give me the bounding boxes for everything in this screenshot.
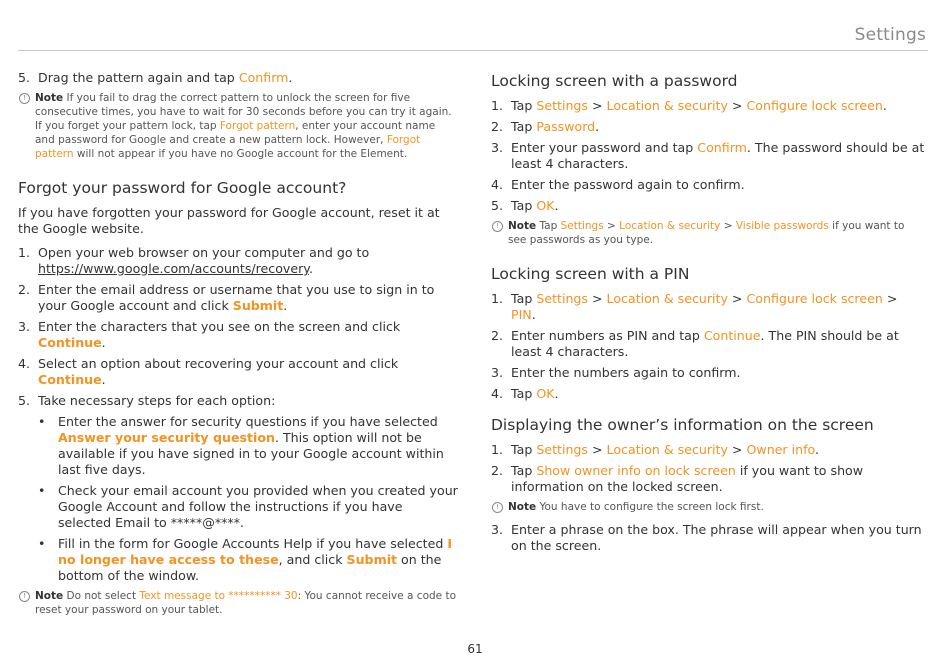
continue-highlight: Continue: [703, 328, 761, 343]
continue-highlight: Continue: [38, 372, 102, 387]
option-bullet-3: • Fill in the form for Google Accounts Help if you have selected I no longer have access to these, and click Submit on the bottom of the window.: [38, 536, 453, 583]
configure-lock-screen-highlight: Configure lock screen: [746, 291, 883, 306]
section-heading-owner-info: Displaying the owner’s information on the screen: [491, 416, 874, 434]
note-info-icon: !: [19, 591, 30, 602]
recovery-url-link[interactable]: https://www.google.com/accounts/recovery: [38, 261, 309, 276]
location-security-highlight: Location & security: [619, 220, 721, 232]
pin-step-2: 2. Enter numbers as PIN and tap Continue. The PIN should be at least 4 characters.: [491, 328, 899, 359]
forgot-pattern-highlight: Forgot pattern: [35, 134, 421, 160]
right-column: [491, 70, 926, 559]
pattern-note: ! Note If you fail to drag the correct pattern to unlock the screen for five consecutive times, you have to wait for 30 seconds before you can try it again. If you forget your pattern lock, tap Forgot pattern, enter your account name and password for Google and create a new pattern lock. However, Forgot pattern will not appear if you have no Google account for the Element.: [18, 91, 458, 161]
submit-highlight: Submit: [346, 552, 398, 567]
note-info-icon: !: [19, 93, 30, 104]
settings-highlight: Settings: [536, 98, 588, 113]
section-heading-password: Locking screen with a password: [491, 72, 738, 90]
owner-note: ! Note You have to configure the screen lock first.: [491, 500, 926, 514]
bullet-icon: •: [38, 414, 46, 429]
location-security-highlight: Location & security: [606, 442, 728, 457]
recovery-step-1: 1. Open your web browser on your computer and go to https://www.google.com/accounts/recovery.: [18, 245, 370, 276]
step-number: 5.: [18, 70, 31, 85]
recovery-step-5: 5. Take necessary steps for each option:: [18, 393, 276, 408]
continue-highlight: Continue: [38, 335, 102, 350]
bullet-icon: •: [38, 536, 46, 551]
settings-highlight: Settings: [536, 442, 588, 457]
sms-note: ! Note Do not select Text message to ********** 30: You cannot receive a code to reset your password on your tablet.: [18, 589, 458, 617]
configure-lock-screen-highlight: Configure lock screen: [746, 98, 883, 113]
option-bullet-1: • Enter the answer for security questions if you have selected Answer your security question. This option will not be available if you have signed in to your Google account within last five days.: [38, 414, 444, 477]
owner-step-1: 1. Tap Settings > Location & security > Owner info.: [491, 442, 820, 457]
note-info-icon: !: [492, 502, 503, 513]
submit-highlight: Submit: [232, 298, 284, 313]
pattern-step-5: 5. Drag the pattern again and tap Confirm.: [18, 70, 293, 85]
owner-info-highlight: Owner info: [746, 442, 816, 457]
show-owner-info-highlight: Show owner info on lock screen: [536, 463, 736, 478]
no-longer-access-highlight: I no longer have access to these: [58, 536, 453, 567]
section-heading-pin: Locking screen with a PIN: [491, 265, 690, 283]
section-heading-forgot-password: Forgot your password for Google account?: [18, 179, 347, 197]
page-header-title: Settings: [854, 25, 926, 45]
header-divider: [18, 50, 928, 51]
pin-highlight: PIN: [511, 307, 532, 322]
location-security-highlight: Location & security: [606, 98, 728, 113]
option-bullet-2: • Check your email account you provided when you created your Google Account and follow the instructions if you have selected Email to *****@****.: [38, 483, 458, 530]
confirm-highlight: Confirm: [697, 140, 747, 155]
note-info-icon: !: [492, 221, 503, 232]
recovery-step-3: 3. Enter the characters that you see on the screen and click Continue.: [18, 319, 401, 350]
password-step-4: 4. Enter the password again to confirm.: [491, 177, 745, 192]
visible-passwords-highlight: Visible passwords: [735, 220, 829, 232]
recovery-step-4: 4. Select an option about recovering your account and click Continue.: [18, 356, 399, 387]
owner-step-2: 2. Tap Show owner info on lock screen if you want to show information on the locked screen.: [491, 463, 864, 494]
password-step-2: 2. Tap Password.: [491, 119, 600, 134]
owner-step-3: 3. Enter a phrase on the box. The phrase will appear when you turn on the screen.: [491, 522, 922, 553]
ok-highlight: OK: [536, 198, 555, 213]
pin-step-3: 3. Enter the numbers again to confirm.: [491, 365, 741, 380]
password-highlight: Password: [536, 119, 596, 134]
text-message-highlight: Text message to ********** 30: [139, 590, 298, 602]
visible-passwords-note: ! Note Tap Settings > Location & security > Visible passwords if you want to see passwords as you type.: [491, 219, 926, 247]
password-step-5: 5. Tap OK.: [491, 198, 559, 213]
password-step-3: 3. Enter your password and tap Confirm. The password should be at least 4 characters.: [491, 140, 925, 171]
settings-highlight: Settings: [560, 220, 604, 232]
pin-step-4: 4. Tap OK.: [491, 386, 559, 401]
ok-highlight: OK: [536, 386, 555, 401]
pin-step-1: 1. Tap Settings > Location & security > Configure lock screen > PIN.: [491, 291, 898, 322]
settings-highlight: Settings: [536, 291, 588, 306]
bullet-icon: •: [38, 483, 46, 498]
location-security-highlight: Location & security: [606, 291, 728, 306]
forgot-pattern-highlight: Forgot pattern: [219, 120, 296, 132]
left-column: [18, 70, 458, 622]
password-step-1: 1. Tap Settings > Location & security > Configure lock screen.: [491, 98, 887, 113]
answer-security-question-highlight: Answer your security question: [58, 430, 275, 445]
section-intro: If you have forgotten your password for Google account, reset it at the Google website.: [18, 205, 440, 236]
recovery-step-2: 2. Enter the email address or username that you use to sign in to your Google account and click Submit.: [18, 282, 435, 313]
confirm-highlight: Confirm: [238, 70, 289, 85]
page-number: 61: [467, 642, 483, 656]
